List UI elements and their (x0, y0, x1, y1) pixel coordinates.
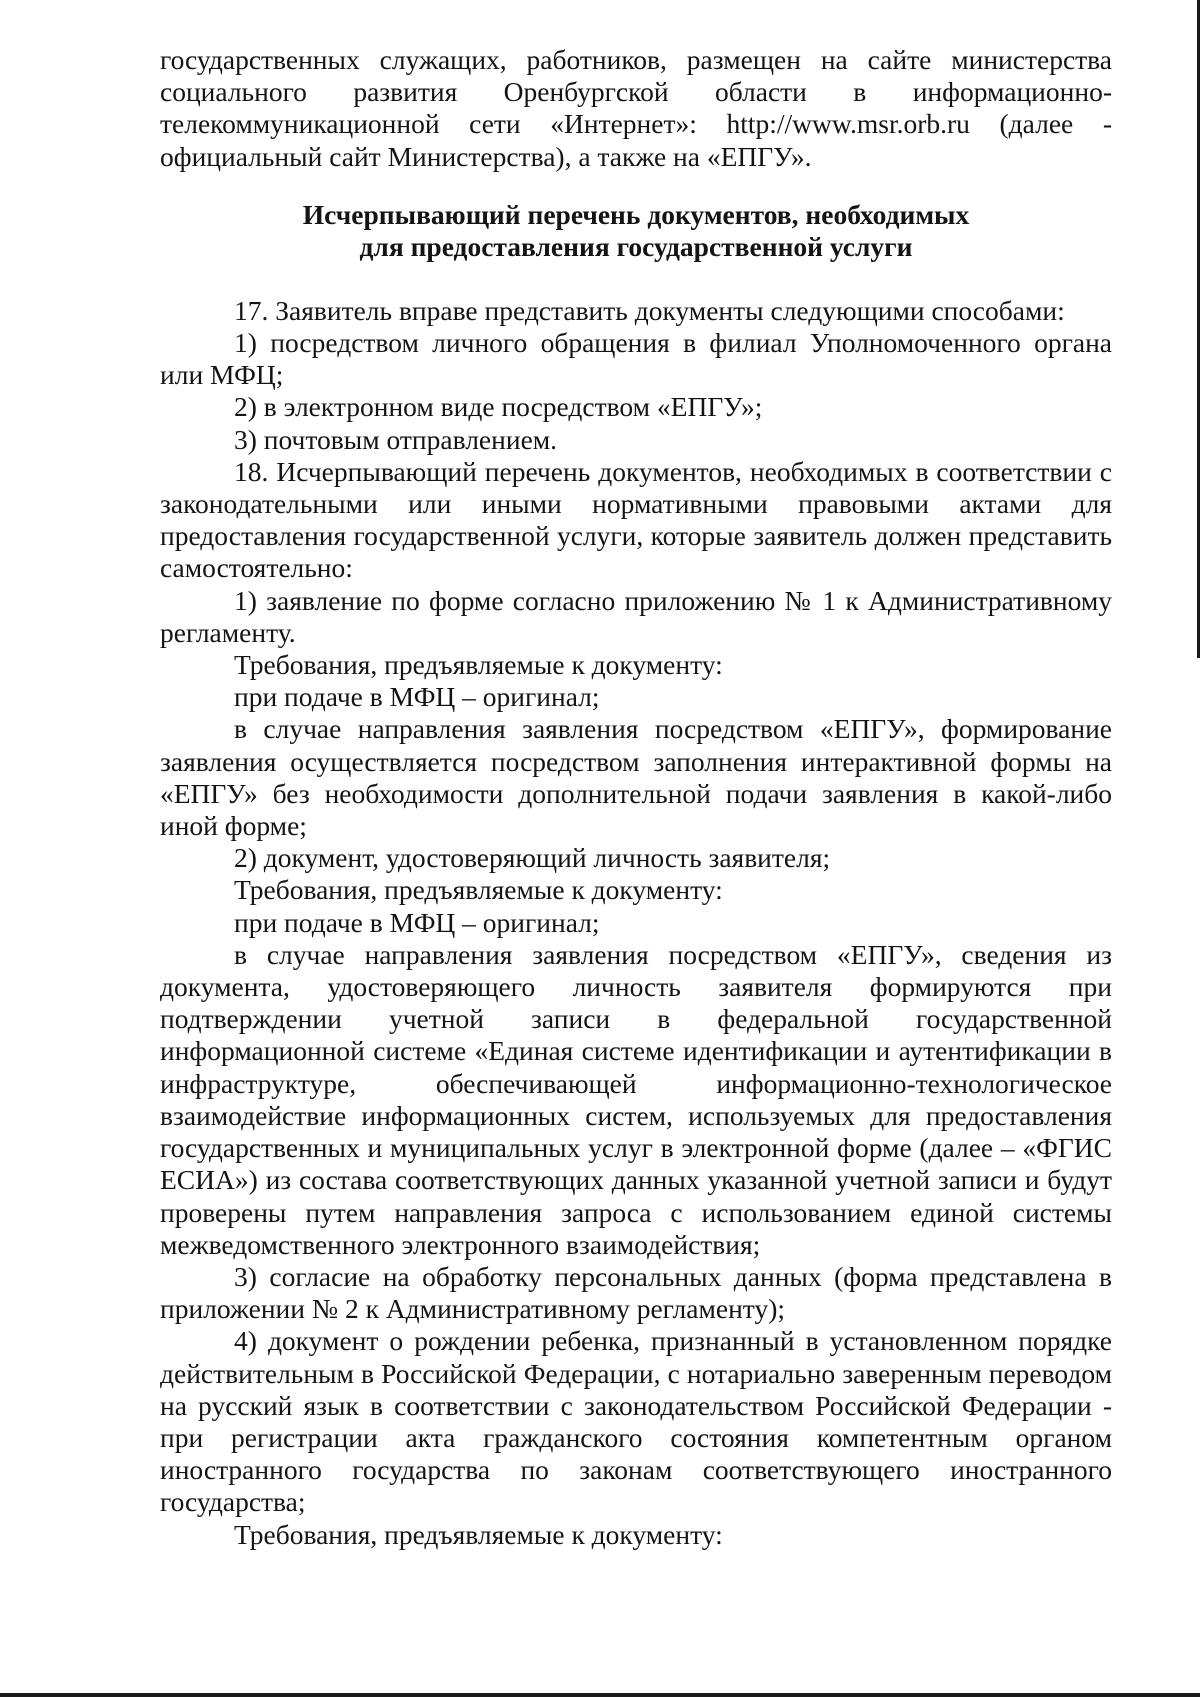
requirements-label: Требования, предъявляемые к документу: (234, 649, 723, 681)
document-body (160, 44, 1112, 1551)
mfc-original: при подаче в МФЦ – оригинал; (234, 681, 600, 713)
list-item-2: 2) в электронном виде посредством «ЕПГУ»; (234, 391, 763, 423)
heading-line-2: для предоставления государственной услуги (359, 230, 913, 262)
doc-item-3: 3) согласие на обработку персональных данных (форма представлена в приложении № 2 к Административному регламенту); (160, 1260, 1112, 1325)
paragraph-18: 18. Исчерпывающий перечень документов, необходимых в соответствии с законодательными или иными нормативными правовыми актами для предоставления государственной услуги, которые заявитель должен представить самостоятельно: (160, 455, 1112, 584)
doc-item-4: 4) документ о рождении ребенка, признанный в установленном порядке действительным в Российской Федерации, с нотариально заверенным переводом на русский язык в соответствии с законодательством Российской Федерации - при регистрации акта гражданского состояния компетентным органом иностранного государства по законам соответствующего иностранного государства; (160, 1325, 1112, 1518)
requirements-label: Требования, предъявляемые к документу: (234, 1518, 723, 1550)
mfc-original: при подаче в МФЦ – оригинал; (234, 906, 600, 938)
doc-item-2: 2) документ, удостоверяющий личность заявителя; (234, 842, 831, 874)
requirements-label: Требования, предъявляемые к документу: (234, 874, 723, 906)
list-item-1: 1) посредством личного обращения в филиал Уполномоченного органа или МФЦ; (160, 327, 1112, 391)
list-item-3: 3) почтовым отправлением. (234, 423, 558, 455)
scan-bottom-edge (0, 1693, 1200, 1697)
intro-paragraph: государственных служащих, работников, размещен на сайте министерства социального развития Оренбургской области в информационно-телекоммуникационной сети «Интернет»: http://www.msr.orb.ru (далее - официальный сайт Министерства), а также на «ЕПГУ». (160, 44, 1112, 172)
doc-item-1: 1) заявление по форме согласно приложению № 1 к Административному регламенту. (160, 584, 1112, 648)
epgu-application: в случае направления заявления посредством «ЕПГУ», формирование заявления осуществляется посредством заполнения интерактивной формы на «ЕПГУ» без необходимости дополнительной подачи заявления в какой-либо иной форме; (160, 713, 1112, 842)
heading-line-1: Исчерпывающий перечень документов, необходимых (302, 198, 970, 230)
epgu-identity: в случае направления заявления посредством «ЕПГУ», сведения из документа, удостоверяющего личность заявителя формируются при подтверждении учетной записи в федеральной государственной информационной системе «Единая системе идентификации и аутентификации в инфраструктуре, обеспечивающей информационно-технологическое взаимодействие информационных систем, используемых для предоставления государственных и муниципальных услуг в электронной форме (далее – «ФГИС ЕСИА») из состава соответствующих данных указанной учетной записи и будут проверены путем направления запроса с использованием единой системы межведомственного электронного взаимодействия; (160, 938, 1112, 1260)
paragraph-17: 17. Заявитель вправе представить документы следующими способами: (234, 294, 1065, 326)
section-heading (160, 199, 1112, 263)
